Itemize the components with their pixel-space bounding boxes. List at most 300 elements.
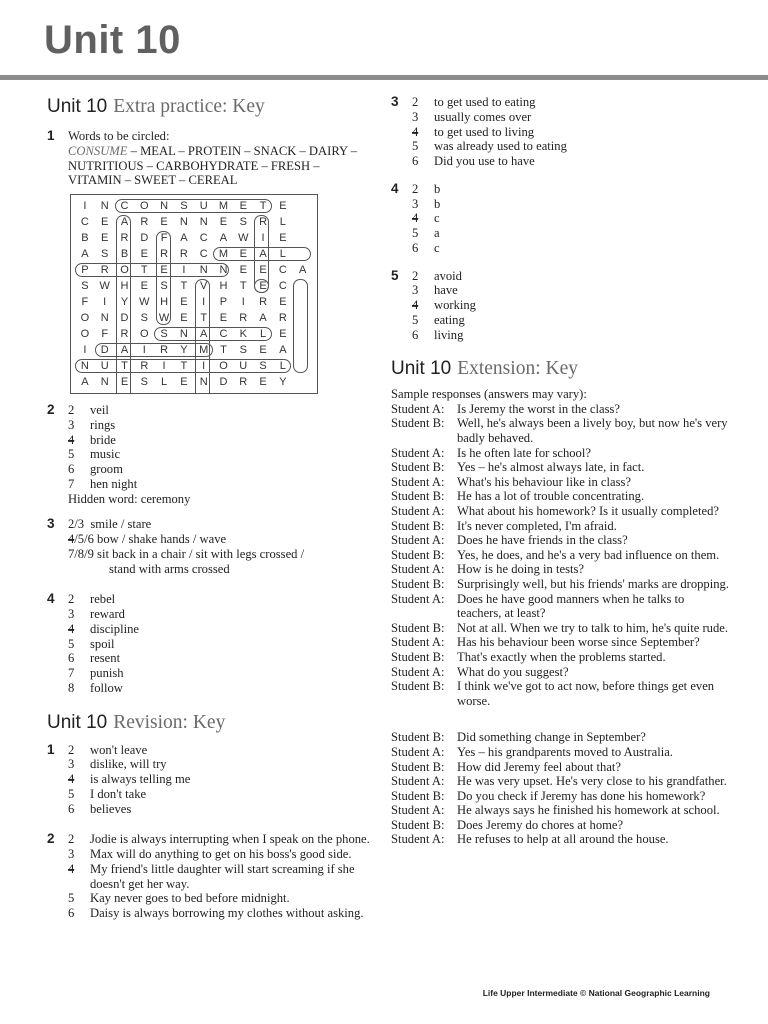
grid-letter: I [202, 360, 206, 372]
dialogue-text: What about his homework? Is it usually completed? [457, 504, 719, 518]
grid-letter: O [140, 200, 149, 212]
item-number: 4 [412, 298, 419, 312]
answer-row [412, 226, 731, 241]
grid-letter: E [219, 216, 228, 228]
grid-letter: E [259, 344, 267, 356]
answer: Kay never goes to bed before midnight. [90, 891, 290, 906]
grid-letter: E [219, 312, 228, 324]
item-number: 3 [412, 196, 419, 211]
grid-row [75, 278, 313, 294]
grid-letter: S [101, 248, 109, 260]
item-number: 5 [68, 636, 75, 651]
grid-letter: B [120, 248, 129, 260]
answer-continuation: stand with arms crossed [109, 561, 230, 576]
grid-letter: N [179, 328, 188, 340]
grid-letter: N [199, 216, 208, 228]
dialogue-text: He refuses to help at all around the house. [457, 832, 669, 847]
answer: avoid [434, 268, 462, 283]
grid-letter: E [180, 376, 188, 388]
dialogue-text: Well, he's always been a lively boy, but now he's very badly behaved. [457, 416, 728, 446]
speaker-label: Student A: [391, 832, 445, 847]
grid-letter: S [81, 280, 89, 292]
grid-letter: T [200, 312, 208, 324]
grid-letter: A [279, 344, 287, 356]
left-column [47, 92, 372, 921]
dialogue-line [391, 803, 731, 818]
item-number: 2 [412, 268, 419, 283]
grid-letter: T [220, 344, 227, 356]
revision-heading [47, 708, 372, 736]
ring-nutritious [75, 359, 291, 373]
speaker-label: Student A: [391, 401, 445, 416]
speaker-label: Student B: [391, 759, 445, 774]
grid-letter: I [202, 296, 206, 308]
grid-letter: S [259, 360, 267, 372]
grid-letter: R [120, 328, 129, 340]
speaker-label: Student A: [391, 744, 445, 759]
grid-letter: C [199, 248, 208, 260]
answer-row [68, 757, 372, 772]
speaker-label: Student A: [391, 774, 445, 789]
speaker-label: Student B: [391, 547, 445, 562]
grid-letter: P [219, 296, 228, 308]
answer-row [68, 743, 372, 758]
answer: smile / stare [90, 517, 152, 532]
rev-exercise-1 [47, 743, 372, 817]
dialogue-text: Not at all. When we try to talk to him, he's quite rude. [457, 620, 728, 635]
dialogue-text: Does Jeremy do chores at home? [457, 817, 624, 832]
answer: I don't take [90, 786, 147, 801]
grid-letter: N [160, 200, 169, 212]
grid-letter: A [120, 216, 129, 228]
grid-letter: I [162, 360, 166, 372]
item-number: 6 [412, 327, 419, 342]
dialogue-text: He always says he finished his homework at school. [457, 803, 720, 818]
grid-letter: E [101, 232, 109, 244]
grid-letter: I [142, 344, 146, 356]
grid-letter: Y [120, 296, 129, 308]
answer-row [68, 607, 372, 622]
answer-row [68, 681, 372, 696]
item-number: 3 [412, 283, 419, 298]
grid-letter: E [140, 280, 148, 292]
answer: discipline [90, 621, 139, 636]
dialogue-line [391, 774, 731, 789]
speaker-label: Student B: [391, 679, 445, 694]
grid-letter: S [160, 280, 168, 292]
answer-row [68, 433, 372, 448]
grid-letter: E [180, 312, 188, 324]
dialogue-line [391, 504, 731, 519]
grid-letter: T [259, 200, 267, 212]
dialogue-text: Does he have good manners when he talks to teachers, at least? [457, 591, 685, 621]
item-number: 4 [68, 621, 75, 636]
item-number: 6 [412, 154, 419, 168]
dialogue-line [391, 818, 731, 833]
speaker-label: Student A: [391, 803, 445, 818]
extra-practice-heading [47, 92, 372, 120]
dialogue-line [391, 650, 731, 665]
answer-row [68, 802, 372, 817]
grid-letter: L [161, 376, 168, 388]
dialogue-line [391, 577, 731, 592]
grid-letter: S [239, 216, 247, 228]
grid-letter: I [182, 264, 186, 276]
dialogue-text: Surprisingly well, but his friends' marks are dropping. [457, 576, 729, 591]
item-number: 2 [412, 95, 419, 109]
speaker-label: Student A: [391, 445, 445, 460]
grid-letter: S [160, 328, 168, 340]
answer: was already used to eating [434, 139, 567, 154]
ring-snack [154, 327, 272, 341]
answer: believes [90, 801, 132, 816]
item-number: 4 [412, 124, 419, 139]
grid-letter: I [83, 344, 87, 356]
answer-row [68, 891, 372, 906]
item-number: 3 [412, 109, 419, 124]
grid-letter: A [200, 328, 208, 340]
exercise-number: 4 [391, 180, 399, 196]
answer-row [68, 637, 372, 652]
grid-letter: S [140, 312, 148, 324]
dialogue-text: Yes, he does, and he's a very bad influence on them. [457, 547, 720, 562]
grid-row [75, 230, 313, 246]
grid-letter: E [160, 216, 168, 228]
grid-letter: A [120, 344, 129, 356]
word-search-puzzle [70, 194, 318, 394]
grid-letter: N [100, 312, 109, 324]
grid-letter: O [219, 360, 228, 372]
grid-letter: C [219, 328, 228, 340]
grid-letter: E [259, 376, 267, 388]
answer: music [90, 447, 121, 462]
answer-row [68, 403, 372, 418]
dialogue-text: Do you check if Jeremy has done his homework? [457, 788, 706, 803]
ex1-word-list: – MEAL – PROTEIN – SNACK – DAIRY – NUTRITIOUS – CARBOHYDRATE – FRESH – VITAMIN – SWEET – CEREAL [68, 143, 358, 188]
speaker-label: Student A: [391, 533, 445, 548]
item-number: 2/3 [68, 517, 85, 532]
answer: rings [90, 417, 116, 432]
grid-letter: L [279, 360, 286, 372]
item-number: 7 [68, 476, 75, 491]
dialogue-line [391, 665, 731, 680]
grid-letter: R [100, 264, 109, 276]
answer-row [412, 95, 731, 110]
grid-letter: I [83, 200, 87, 212]
answer-row [68, 532, 372, 547]
answer: to get used to eating [434, 95, 536, 109]
ex1-intro: Words to be circled: [68, 129, 170, 143]
ex1-words [68, 144, 372, 188]
dialogue-text: Has his behaviour been worse since September? [457, 635, 700, 650]
dialogue-line [391, 519, 731, 534]
answer: to get used to living [434, 124, 535, 139]
speaker-label: Student B: [391, 460, 445, 475]
speaker-label: Student B: [391, 730, 445, 745]
grid-letter: E [160, 264, 168, 276]
grid-letter: W [158, 312, 170, 324]
grid-letter: Y [279, 376, 287, 388]
grid-letter: N [100, 376, 109, 388]
dialogue-line [391, 548, 731, 563]
extension-intro: Sample responses (answers may vary): [391, 387, 587, 402]
item-number: 5 [412, 139, 419, 154]
grid-letter: C [278, 264, 287, 276]
dialogue-text: Does he have friends in the class? [457, 533, 628, 548]
answer-row [68, 666, 372, 681]
answer-row [68, 847, 372, 862]
dialogue-text: He was very upset. He's very close to his grandfather. [457, 774, 727, 789]
answer-row [68, 418, 372, 433]
grid-letter: E [239, 200, 247, 212]
dialogue-line [391, 475, 731, 490]
grid-letter: A [81, 248, 89, 260]
ep-exercise-3 [47, 517, 372, 576]
dialogue-line [391, 621, 731, 636]
footer-credit: Life Upper Intermediate © National Geographic Learning [482, 988, 710, 998]
speaker-label: Student B: [391, 518, 445, 533]
dialogue-text: Yes – his grandparents moved to Australia. [457, 744, 673, 759]
grid-letter: E [101, 216, 109, 228]
grid-letter: M [199, 344, 209, 356]
grid-letter: R [259, 216, 268, 228]
answer: hen night [90, 476, 138, 491]
answer-row [412, 283, 731, 298]
answer-row [412, 269, 731, 284]
grid-letter: R [160, 248, 169, 260]
grid-letter: C [199, 232, 208, 244]
grid-letter: E [239, 264, 247, 276]
item-number: 5 [68, 447, 75, 462]
item-number: 3 [68, 757, 75, 772]
item-number: 3 [68, 607, 75, 621]
grid-letter: E [279, 328, 287, 340]
item-number: 7/8/9 [68, 546, 94, 561]
answer-row [68, 462, 372, 477]
dialogue-text: How is he doing in tests? [457, 562, 584, 577]
exercise-number: 3 [391, 94, 399, 109]
grid-letter: A [298, 264, 307, 276]
speaker-label: Student A: [391, 635, 445, 650]
answer: won't leave [90, 742, 148, 757]
grid-letter: R [120, 232, 129, 244]
speaker-label: Student B: [391, 620, 445, 635]
item-number: 4 [68, 532, 75, 546]
dialogue-line [391, 679, 731, 708]
grid-letter: N [179, 216, 188, 228]
answer: Did you use to have [434, 154, 535, 168]
exercise-number: 2 [47, 402, 55, 417]
ep-exercise-4-right [391, 182, 731, 256]
answer: b [434, 181, 441, 196]
item-number: 5 [412, 226, 419, 240]
answer-row [68, 651, 372, 666]
grid-letter: R [160, 344, 169, 356]
answer-row [68, 447, 372, 462]
grid-letter: U [239, 360, 248, 372]
dialogue-text: It's never completed, I'm afraid. [457, 518, 617, 533]
grid-row [75, 310, 313, 326]
section-unit: Unit 10 [47, 96, 108, 117]
item-number: 4 [68, 772, 75, 786]
speaker-label: Student A: [391, 591, 445, 606]
ex1-word-consume: CONSUME [68, 143, 128, 158]
grid-letter: R [179, 248, 188, 260]
speaker-label: Student A: [391, 562, 445, 577]
item-number: 6 [68, 651, 75, 666]
answer: sit back in a chair / sit with legs crossed / [97, 546, 305, 561]
exercise-number: 1 [47, 128, 55, 143]
grid-letter: W [99, 280, 110, 292]
dialogue-line [391, 745, 731, 760]
grid-letter: D [120, 312, 129, 324]
grid-letter: O [140, 328, 149, 340]
answer: c [434, 211, 440, 226]
dialogue-text: I think we've got to act now, before things get even worse. [457, 679, 715, 708]
grid-letter: N [219, 264, 228, 276]
right-column [391, 95, 731, 847]
grid-letter: W [238, 232, 249, 244]
grid-letter: T [140, 264, 148, 276]
dialogue-part-2 [391, 730, 731, 847]
ep-exercise-1 [47, 129, 372, 394]
answer-row [68, 517, 372, 532]
speaker-label: Student B: [391, 489, 445, 504]
item-number: 2 [412, 181, 419, 196]
dialogue-text: How did Jeremy feel about that? [457, 759, 622, 774]
grid-letter: R [140, 360, 149, 372]
section-name: Revision: Key [113, 711, 226, 733]
answer: bride [90, 432, 116, 447]
grid-letter: R [259, 296, 268, 308]
ep-exercise-5-right [391, 269, 731, 343]
answer: reward [90, 607, 125, 621]
speaker-label: Student B: [391, 416, 445, 431]
answer-row [68, 547, 372, 562]
answer-row [68, 906, 372, 921]
exercise-number: 1 [47, 741, 55, 757]
grid-letter: A [259, 312, 267, 324]
grid-letter: Y [180, 344, 188, 356]
answer-row [68, 592, 372, 607]
speaker-label: Student B: [391, 576, 445, 591]
item-number: 2 [68, 742, 75, 757]
grid-letter: A [219, 232, 228, 244]
speaker-label: Student B: [391, 649, 445, 664]
item-number: 6 [412, 240, 419, 255]
dialogue-text: That's exactly when the problems started. [457, 649, 666, 664]
answer-row [412, 197, 731, 212]
dialogue-line [391, 489, 731, 504]
dialogue-text: Yes – he's almost always late, in fact. [457, 460, 645, 475]
exercise-number: 5 [391, 267, 399, 283]
grid-letter: O [120, 264, 129, 276]
grid-letter: D [100, 344, 109, 356]
grid-letter: H [160, 296, 169, 308]
grid-row [75, 214, 313, 230]
grid-letter: C [120, 200, 129, 212]
grid-letter: D [140, 232, 149, 244]
grid-letter: A [180, 232, 188, 244]
dialogue-text: He has a lot of trouble concentrating. [457, 489, 645, 504]
grid-letter: E [120, 376, 129, 388]
grid-letter: D [219, 376, 228, 388]
exercise-number: 4 [47, 591, 55, 607]
answer: c [434, 240, 440, 255]
answer: rebel [90, 592, 116, 607]
item-number: 3 [68, 417, 75, 432]
dialogue-line [391, 592, 731, 621]
exercise-number: 2 [47, 831, 55, 847]
grid-row [75, 294, 313, 310]
item-number: 2 [68, 403, 75, 417]
dialogue-text: What do you suggest? [457, 664, 569, 679]
answer: is always telling me [90, 772, 191, 786]
answer: resent [90, 651, 121, 666]
answer-row [68, 787, 372, 802]
grid-letter: L [279, 248, 286, 260]
extension-dialogue [391, 387, 731, 847]
grid-letter: I [261, 232, 265, 244]
grid-letter: O [80, 328, 90, 340]
grid-letter: F [160, 232, 168, 244]
grid-letter: E [140, 248, 148, 260]
ring-carbohydrate [116, 215, 131, 393]
answer: living [434, 327, 464, 342]
answer-row [412, 110, 731, 125]
grid-letter: R [239, 312, 248, 324]
item-number: 5 [68, 891, 75, 906]
section-unit: Unit 10 [47, 711, 108, 733]
answer-row [68, 622, 372, 637]
grid-letter: T [180, 360, 188, 372]
answer-row [412, 139, 731, 154]
answer: eating [434, 312, 465, 327]
grid-letter: E [180, 296, 188, 308]
grid-letter: U [100, 360, 109, 372]
dialogue-line [391, 562, 731, 577]
answer: Daisy is always borrowing my clothes without asking. [90, 906, 364, 920]
grid-letter: N [199, 376, 208, 388]
answer: spoil [90, 636, 115, 651]
item-number: 5 [68, 786, 75, 801]
grid-letter: C [278, 280, 287, 292]
speaker-label: Student B: [391, 788, 445, 803]
answer: Jodie is always interrupting when I speak on the phone. [90, 832, 370, 847]
dialogue-line [391, 402, 731, 417]
answer-row [412, 125, 731, 140]
rev-exercise-2 [47, 832, 372, 921]
item-number: 4 [412, 211, 419, 226]
answer-row [412, 182, 731, 197]
ring-fresh [156, 231, 171, 325]
answer-row [68, 772, 372, 787]
grid-letter: C [80, 216, 89, 228]
exercise-number: 3 [47, 516, 55, 532]
grid-letter: P [81, 264, 89, 276]
answer: My friend's little daughter will start screaming if she doesn't get her way. [90, 861, 355, 891]
item-number: 6 [68, 462, 75, 476]
grid-letter: T [121, 360, 128, 372]
answer: a [434, 226, 440, 240]
answer-row [412, 211, 731, 226]
answer: working [434, 298, 476, 312]
item-number: 7 [68, 666, 75, 680]
dialogue-part-1 [391, 402, 731, 708]
answer-row [68, 477, 372, 492]
grid-letter: N [199, 264, 208, 276]
dialogue-line [391, 635, 731, 650]
